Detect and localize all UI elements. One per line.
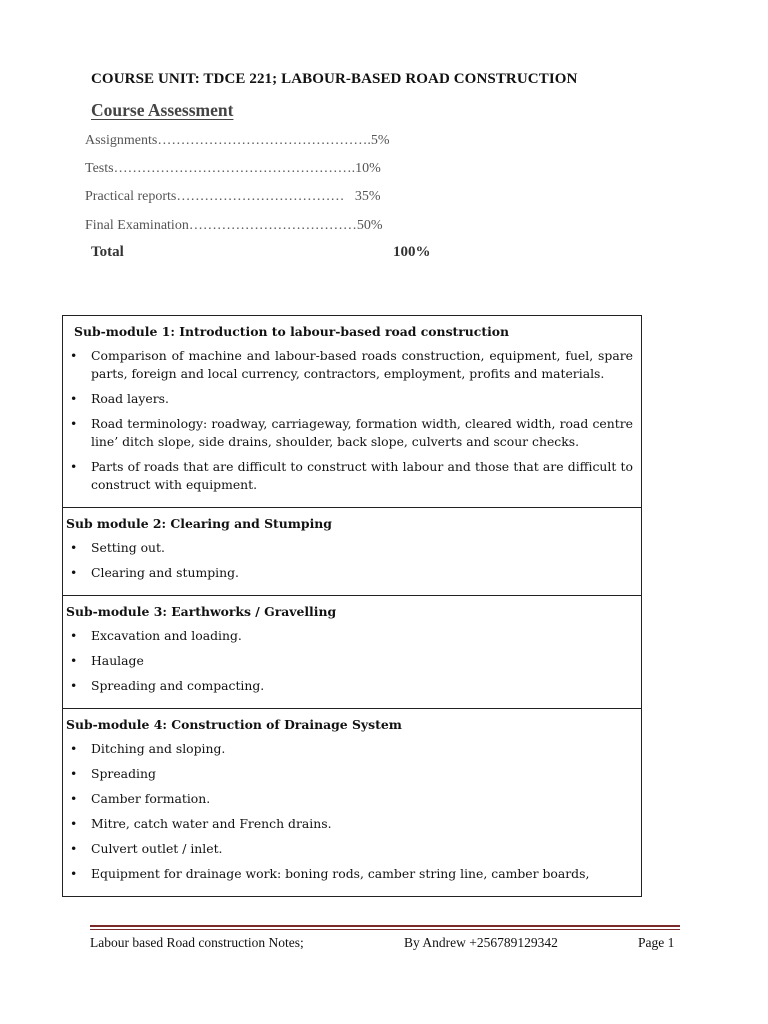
assessment-row-assignments: Assignments……………………………………….5% [85,133,390,148]
page-number: Page 1 [638,935,675,950]
module-title: Sub module 2: Clearing and Stumping [66,516,332,531]
assessment-row-practical-reports: Practical reports……………………………… 35% [85,189,381,204]
module-1 [63,316,641,507]
footer-rule [90,925,680,930]
module-3 [63,595,641,708]
list-item: • Culvert outlet / inlet. [66,840,633,858]
module-2 [63,507,641,595]
footer-left-text: Labour based Road construction Notes; [90,935,304,950]
footer-author: By Andrew +256789129342 [404,935,558,950]
module-title: Sub-module 4: Construction of Drainage System [66,717,402,732]
list-item: • Road terminology: roadway, carriageway, formation width, cleared width, road centre line’ ditch slope, side drains, shoulder, back slope, culverts and scour checks. [66,415,633,451]
list-item: • Camber formation. [66,790,633,808]
assessment-row-final-examination: Final Examination………………………………50% [85,218,383,233]
list-item: • Spreading [66,765,633,783]
module-bullets [66,740,633,883]
assessment-heading: Course Assessment [91,100,234,120]
list-item: • Setting out. [66,539,633,557]
module-title: Sub-module 1: Introduction to labour-based road construction [74,324,510,339]
assessment-row-tests: Tests…………………………………………….10% [85,161,381,176]
modules-table [62,315,642,897]
assessment-total-value: 100% [393,244,431,260]
course-title: COURSE UNIT: TDCE 221; LABOUR-BASED ROAD CONSTRUCTION [91,71,578,87]
list-item: • Spreading and compacting. [66,677,633,695]
module-bullets [66,627,633,695]
list-item: • Excavation and loading. [66,627,633,645]
list-item: • Ditching and sloping. [66,740,633,758]
assessment-total-label: Total [91,244,124,260]
list-item: • Haulage [66,652,633,670]
module-bullets [66,539,633,582]
list-item: • Clearing and stumping. [66,564,633,582]
list-item: • Road layers. [66,390,633,408]
list-item: • Equipment for drainage work: boning rods, camber string line, camber boards, [66,865,633,883]
list-item: • Comparison of machine and labour-based roads construction, equipment, fuel, spare parts, foreign and local currency, contractors, employment, profits and materials. [66,347,633,383]
list-item: • Mitre, catch water and French drains. [66,815,633,833]
module-4 [63,708,641,896]
list-item: • Parts of roads that are difficult to construct with labour and those that are difficult to construct with equipment. [66,458,633,494]
module-bullets [66,347,633,494]
module-title: Sub-module 3: Earthworks / Gravelling [66,604,337,619]
